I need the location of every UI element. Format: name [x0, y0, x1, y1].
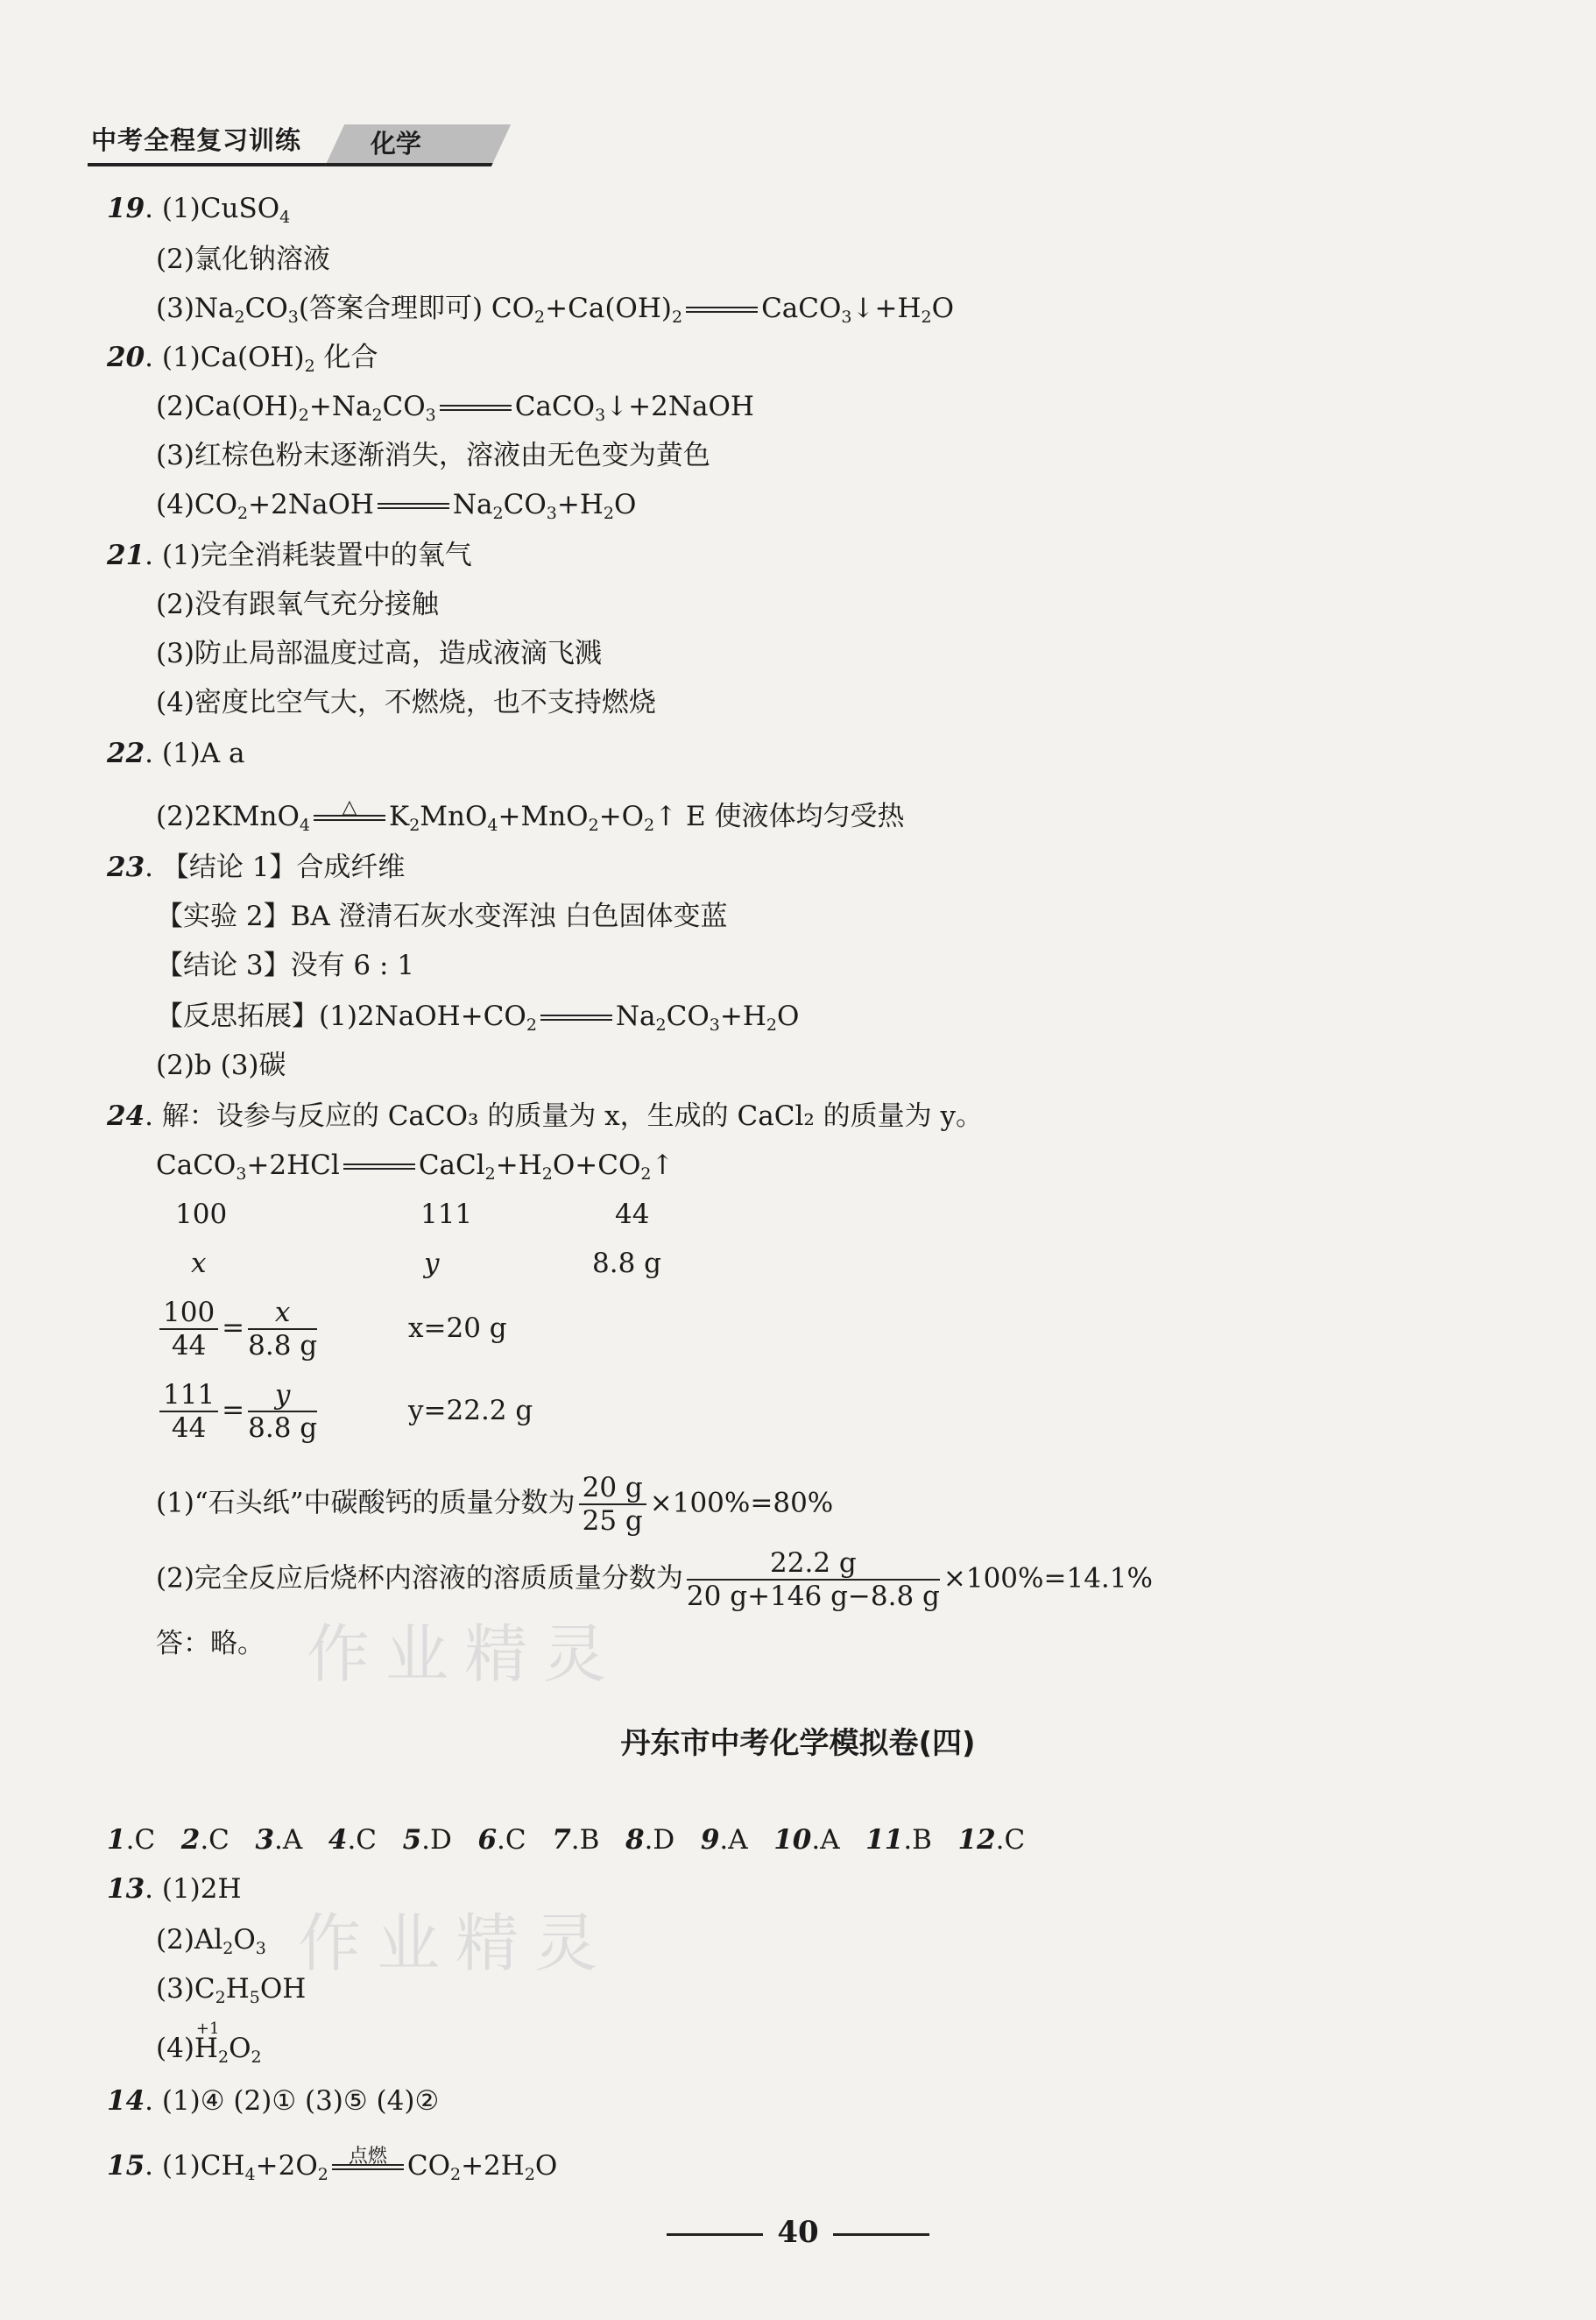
series-title: 中考全程复习训练	[88, 121, 345, 166]
q13-line2: $(2)Al_2O_3$	[156, 1924, 266, 1958]
mc-item: 2.C	[180, 1824, 230, 1856]
q23-line3: 【结论 3】没有 6 : 1	[156, 950, 415, 981]
q22-line2: (2)2KMnO$_4$ △ $K_2MnO_4+MnO_2+O_2↑$ E 使液体均匀受热	[156, 796, 905, 835]
q21-line2: (2)没有跟氧气充分接触	[156, 589, 439, 620]
mc-item: 7.B	[552, 1824, 600, 1856]
mc-item: 12.C	[957, 1824, 1026, 1856]
q21-line3: (3)防止局部温度过高，造成液滴飞溅	[156, 638, 602, 669]
q24-intro: 24. 解：设参与反应的 CaCO₃ 的质量为 x，生成的 CaCl₂ 的质量为 y。	[107, 1100, 984, 1132]
mc-item: 3.A	[255, 1824, 303, 1856]
q24-var-mass: 8.8 g	[592, 1248, 661, 1279]
q24-mass-111: 111	[420, 1199, 473, 1230]
q21-line1: 21. (1)完全消耗装置中的氧气	[107, 540, 472, 571]
mc-item: 1.C	[107, 1824, 156, 1856]
footer-right-ornament	[833, 2233, 929, 2236]
q24-proportion-2: $\frac{111}{44}$ = $\frac{y}{8.8 g}$ y=22.2 g	[156, 1379, 533, 1444]
mc-item: 4.C	[328, 1824, 378, 1856]
q22-line1: 22. (1)A a	[107, 738, 245, 769]
q13-line1: 13. (1)2H	[107, 1873, 242, 1905]
subject-tab	[325, 124, 511, 166]
q21-line4: (4)密度比空气大，不燃烧，也不支持燃烧	[156, 687, 656, 718]
footer-left-ornament	[667, 2233, 763, 2236]
q24-answer: 答：略。	[156, 1628, 265, 1659]
q24-equation: CaCO$_3$+2HCl $CaCl_2+H_2O+CO_2↑$	[156, 1149, 674, 1184]
q24-mass-100: 100	[175, 1199, 228, 1230]
q20-line2: $(2)Ca(OH)_2+Na_2CO_3$ CaCO$_3$↓+2NaOH	[156, 391, 754, 425]
q24-var-y: y	[424, 1248, 440, 1279]
q14-line1: 14. (1)④ (2)① (3)⑤ (4)②	[107, 2085, 440, 2117]
q23-line1: 23. 【结论 1】合成纤维	[107, 852, 406, 883]
q24-mass-44: 44	[615, 1199, 650, 1230]
q23-line2: 【实验 2】BA 澄清石灰水变浑浊 白色固体变蓝	[156, 901, 728, 932]
mc-answers	[107, 1822, 1025, 1857]
mc-item: 9.A	[700, 1824, 748, 1856]
watermark-2: 作业精灵	[298, 1906, 614, 1980]
q23-line4: 【反思拓展】$(1)2NaOH+CO_2$ $Na_2CO_3+H_2O$	[156, 1001, 800, 1035]
q19-line3: $(3)Na_2CO_3$(答案合理即可) $CO_2+Ca(OH)_2$ $CaCO_3↓+H_2O$	[156, 293, 954, 327]
q24-part1: (1)“石头纸”中碳酸钙的质量分数为 $\frac{20 g}{25 g}$ ×100%=80%	[156, 1472, 834, 1537]
mc-item: 11.B	[865, 1824, 932, 1856]
watermark-1: 作业精灵	[307, 1617, 623, 1691]
section-title: 丹东市中考化学模拟卷(四)	[620, 1726, 976, 1761]
mc-item: 10.A	[773, 1824, 840, 1856]
q20-line4: $(4)CO_2+2NaOH$ $Na_2CO_3+H_2O$	[156, 489, 637, 523]
q24-proportion-1: $\frac{100}{44}$ = $\frac{x}{8.8 g}$ x=20 g	[156, 1297, 507, 1362]
page-footer	[0, 2215, 1596, 2250]
q13-line4: (4) +1 $H_2O_2$	[156, 2019, 262, 2067]
q20-line3: (3)红棕色粉末逐渐消失，溶液由无色变为黄色	[156, 440, 710, 471]
mc-item: 5.D	[402, 1824, 452, 1856]
q13-line3: $(3)C_2H_5OH$	[156, 1973, 307, 2007]
q15-line1: 15. $(1)CH_4+2O_2$ 点燃 $CO_2+2H_2O$	[107, 2146, 558, 2184]
q20-line1: 20. $(1)Ca(OH)_2$ 化合	[107, 342, 378, 376]
q23-line5: (2)b (3)碳	[156, 1050, 286, 1081]
q19-line2: (2)氯化钠溶液	[156, 244, 330, 275]
q24-part2: (2)完全反应后烧杯内溶液的溶质质量分数为 $\frac{22.2 g}{20 g+146 g-8.8 g}$ ×100%=14.1%	[156, 1547, 1153, 1612]
q24-var-x: x	[191, 1248, 207, 1279]
page-header	[88, 121, 499, 166]
q19-line1: 19. (1)CuSO$_4$	[107, 193, 291, 227]
subject-label: 化学	[370, 129, 421, 159]
page-number: 40	[777, 2215, 819, 2250]
mc-item: 6.C	[477, 1824, 526, 1856]
mc-item: 8.D	[625, 1824, 675, 1856]
